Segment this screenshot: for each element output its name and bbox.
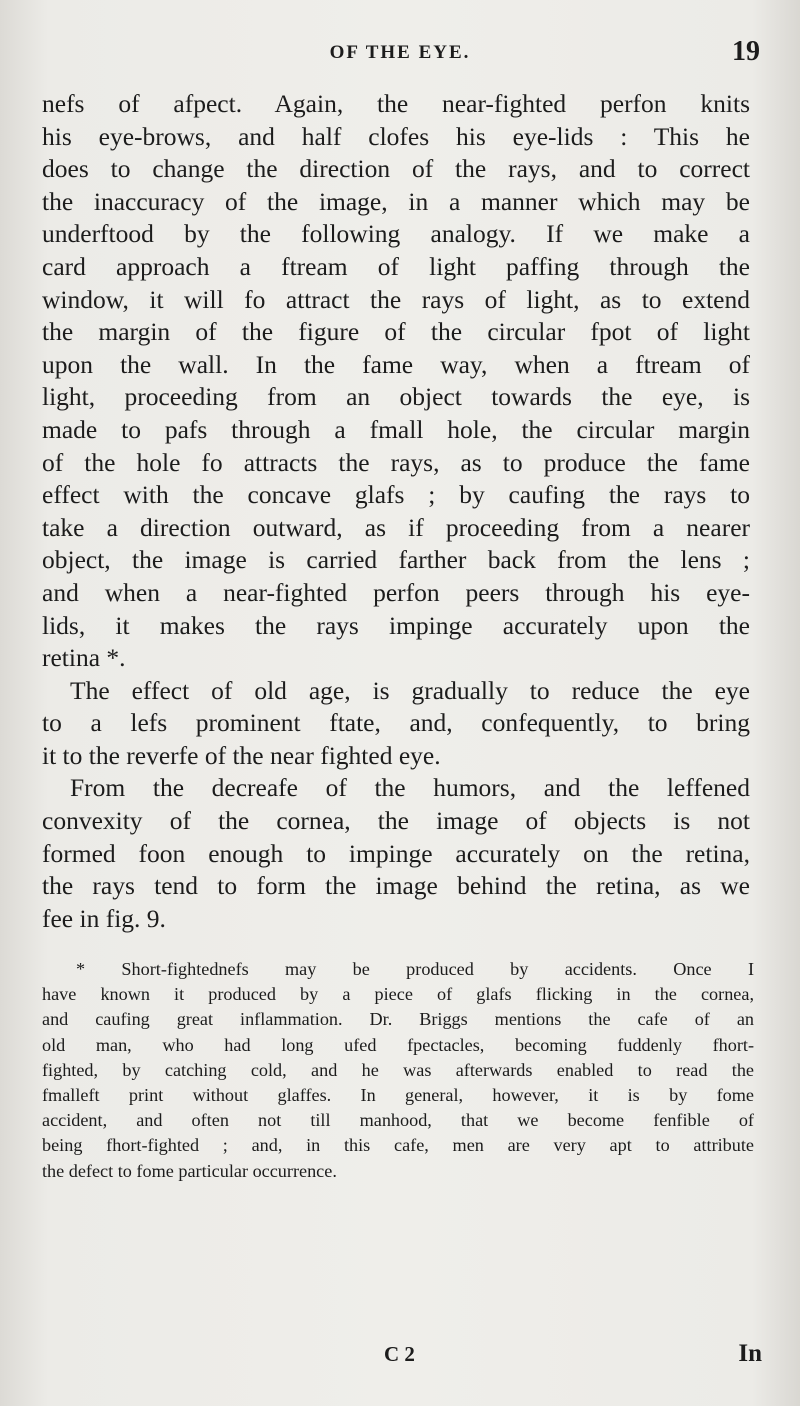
page-number: 19 (732, 36, 760, 67)
text-line: his eye-brows, and half clofes his eye-lids : This he (42, 121, 750, 151)
paragraph-start: From the decreafe of the humors, and the leffened (70, 773, 750, 803)
text-line: effect with the concave glafs ; by caufing the rays to (42, 480, 750, 510)
page-footer (0, 1340, 800, 1380)
text-line: upon the wall. In the fame way, when a ftream of (42, 349, 750, 379)
text-line: and when a near-fighted perfon peers through his eye- (42, 577, 750, 607)
text-line: object, the image is carried farther back from the lens ; (42, 545, 750, 575)
text-line: take a direction outward, as if proceeding from a nearer (42, 512, 750, 542)
running-title: OF THE EYE. (329, 42, 471, 63)
text-line: fee in fig. 9. (42, 903, 166, 933)
footnote-line: the defect to fome particular occurrence. (42, 1160, 337, 1181)
footnote-line: fighted, by catching cold, and he was afterwards enabled to read the (42, 1059, 754, 1080)
footnote-line: * Short-fightednefs may be produced by accidents. Once I (76, 959, 754, 979)
signature-mark: C 2 (384, 1342, 415, 1366)
text-line: to a lefs prominent ftate, and, confequently, to bring (42, 708, 750, 738)
catchword: In (738, 1340, 762, 1367)
text-line: does to change the direction of the rays, and to correct (42, 154, 750, 184)
text-line: made to pafs through a fmall hole, the circular margin (42, 414, 750, 444)
text-line: formed foon enough to impinge accurately on the retina, (42, 838, 750, 868)
text-line: the inaccuracy of the image, in a manner which may be (42, 186, 750, 216)
page-header (40, 36, 760, 76)
text-line: it to the reverfe of the near fighted eye. (42, 740, 441, 770)
footnote-line: old man, who had long ufed fpectacles, becoming fuddenly fhort- (42, 1034, 754, 1055)
body-text (42, 88, 750, 935)
text-line: lids, it makes the rays impinge accurately upon the (42, 610, 750, 640)
text-line: nefs of afpect. Again, the near-fighted perfon knits (42, 89, 750, 118)
footnote-line: accident, and often not till manhood, that we become fenfible of (42, 1110, 754, 1131)
text-line: retina *. (42, 643, 126, 673)
text-line: underftood by the following analogy. If we make a (42, 219, 750, 249)
text-line: convexity of the cornea, the image of objects is not (42, 806, 750, 836)
footnote-line: have known it produced by a piece of glafs flicking in the cornea, (42, 984, 754, 1005)
text-line: window, it will fo attract the rays of light, as to extend (42, 284, 750, 314)
footnote-line: and caufing great inflammation. Dr. Briggs mentions the cafe of an (42, 1009, 754, 1030)
paragraph-start: The effect of old age, is gradually to reduce the eye (70, 675, 750, 705)
text-line: light, proceeding from an object towards the eye, is (42, 382, 750, 412)
text-line: the rays tend to form the image behind the retina, as we (42, 871, 750, 901)
footnote-line: being fhort-fighted ; and, in this cafe, men are very apt to attribute (42, 1135, 754, 1156)
text-line: card approach a ftream of light paffing through the (42, 251, 750, 281)
text-line: of the hole fo attracts the rays, as to produce the fame (42, 447, 750, 477)
text-line: the margin of the figure of the circular fpot of light (42, 317, 750, 347)
footnote (42, 957, 754, 1184)
footnote-line: fmalleft print without glaffes. In general, however, it is by fome (42, 1085, 754, 1106)
